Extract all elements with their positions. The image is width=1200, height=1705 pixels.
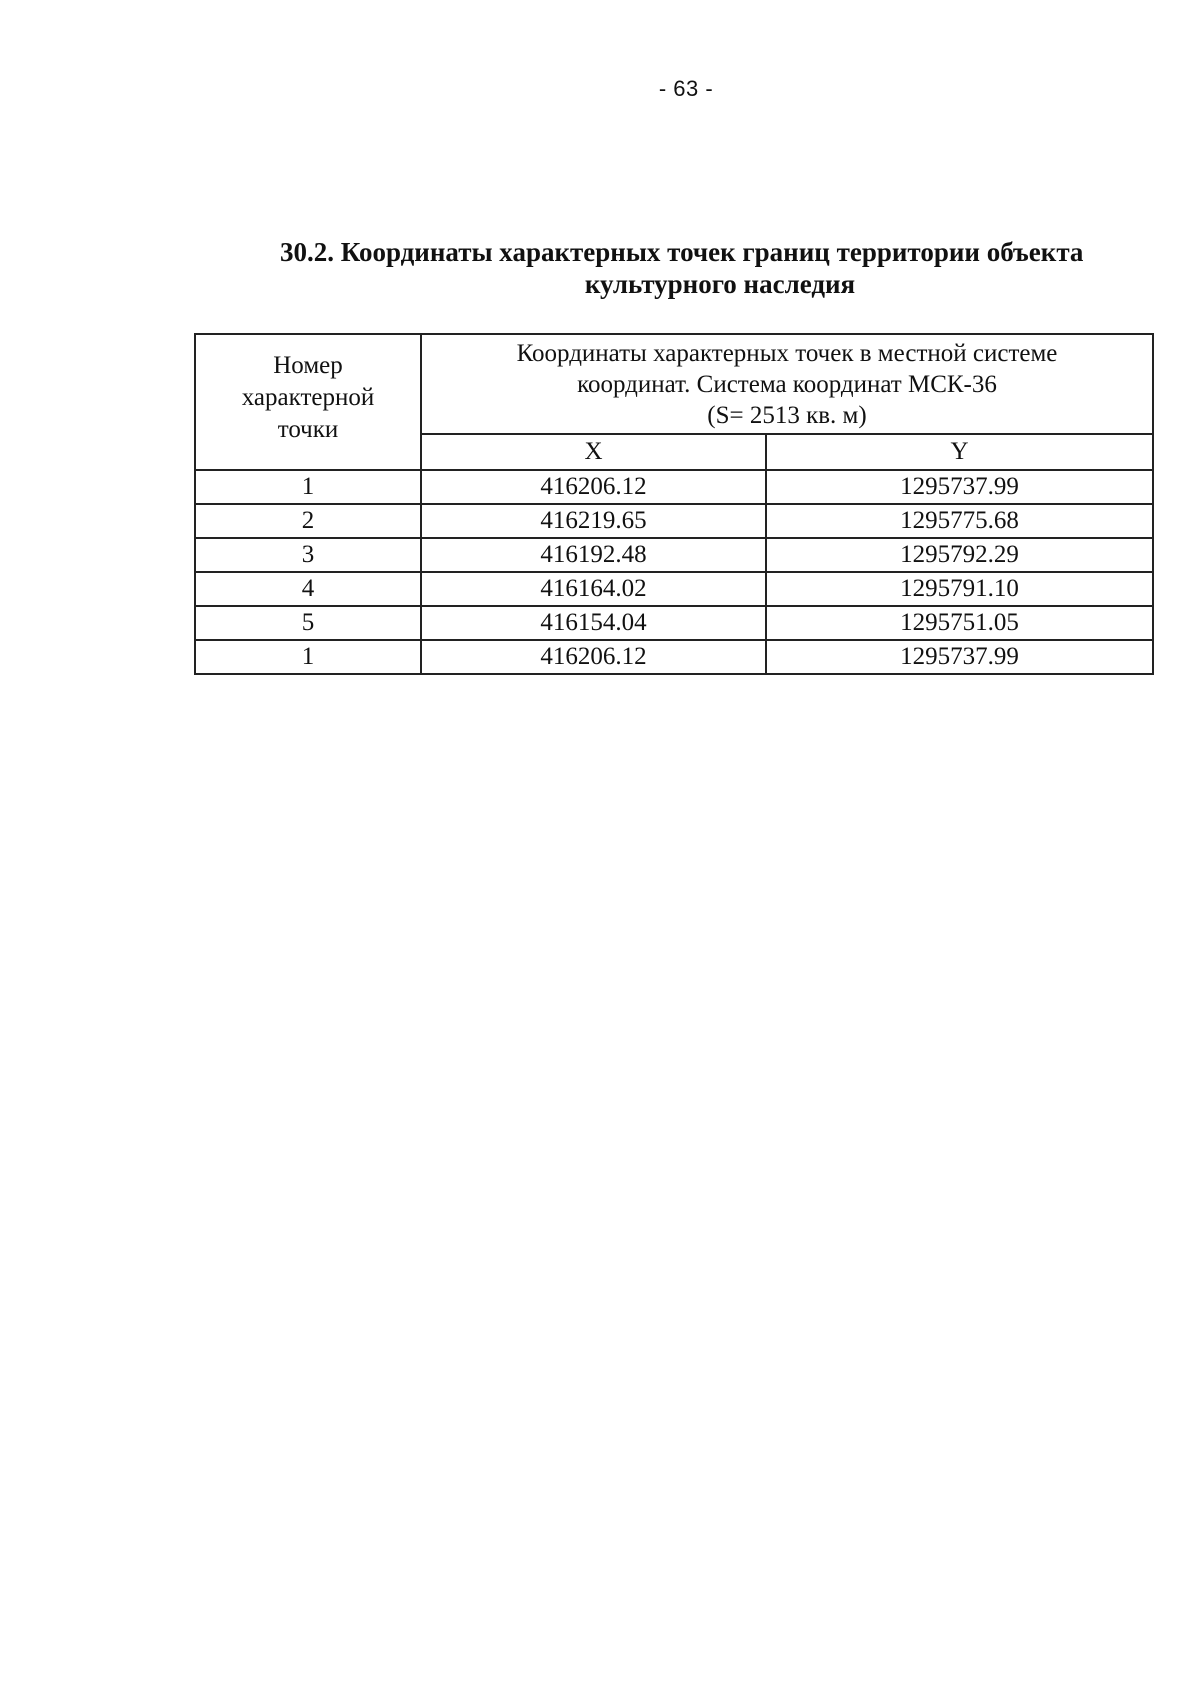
section-title-line-2: культурного наследия bbox=[584, 269, 856, 299]
y-header: Y bbox=[766, 434, 1153, 470]
section-title bbox=[280, 236, 1160, 300]
table-header-row bbox=[195, 334, 1153, 434]
table-row bbox=[195, 470, 1153, 504]
table-row bbox=[195, 606, 1153, 640]
coordinate-system-header-line: Координаты характерных точек в местной системе bbox=[516, 339, 1058, 367]
point-number-cell: 1 bbox=[195, 640, 421, 674]
x-cell: 416154.04 bbox=[421, 606, 766, 640]
x-cell: 416206.12 bbox=[421, 470, 766, 504]
coordinates-table bbox=[194, 333, 1154, 675]
point-number-header bbox=[195, 334, 421, 470]
point-number-header-line: Номер bbox=[273, 352, 343, 379]
coordinate-system-header-line: (S= 2513 кв. м) bbox=[707, 401, 867, 429]
y-cell: 1295737.99 bbox=[766, 470, 1153, 504]
table-row bbox=[195, 640, 1153, 674]
point-number-cell: 2 bbox=[195, 504, 421, 538]
x-cell: 416164.02 bbox=[421, 572, 766, 606]
x-cell: 416206.12 bbox=[421, 640, 766, 674]
y-cell: 1295737.99 bbox=[766, 640, 1153, 674]
x-header: X bbox=[421, 434, 766, 470]
y-cell: 1295792.29 bbox=[766, 538, 1153, 572]
point-number-header-line: характерной bbox=[241, 384, 375, 411]
table-row bbox=[195, 504, 1153, 538]
x-cell: 416192.48 bbox=[421, 538, 766, 572]
coordinate-system-header bbox=[421, 334, 1153, 434]
table-row bbox=[195, 538, 1153, 572]
x-cell: 416219.65 bbox=[421, 504, 766, 538]
point-number-header-line: точки bbox=[277, 416, 339, 443]
table-row bbox=[195, 572, 1153, 606]
section-title-line-1: 30.2. Координаты характерных точек границ территории объекта bbox=[280, 237, 1084, 267]
y-cell: 1295791.10 bbox=[766, 572, 1153, 606]
point-number-cell: 1 bbox=[195, 470, 421, 504]
y-cell: 1295775.68 bbox=[766, 504, 1153, 538]
coordinate-system-header-line: координат. Система координат МСК-36 bbox=[577, 370, 997, 398]
point-number-cell: 5 bbox=[195, 606, 421, 640]
page-number: - 63 - bbox=[658, 76, 714, 101]
point-number-cell: 4 bbox=[195, 572, 421, 606]
y-cell: 1295751.05 bbox=[766, 606, 1153, 640]
point-number-cell: 3 bbox=[195, 538, 421, 572]
